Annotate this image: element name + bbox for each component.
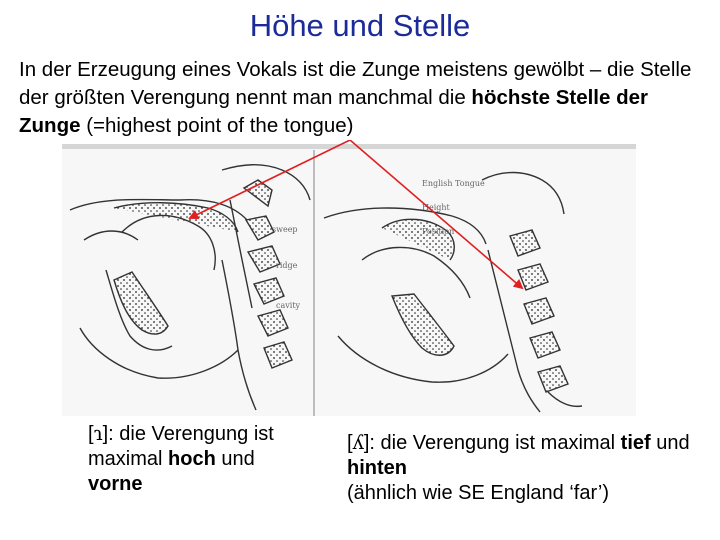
caption-low-back	[347, 430, 717, 506]
caption-left-symbol: ɿ	[93, 421, 103, 445]
caption-right-text-2: und	[650, 432, 690, 454]
caption-left-bold-2: vorne	[88, 473, 143, 495]
caption-left-text-1: ]: die Verengung ist maximal	[88, 423, 274, 470]
left-diagram-label-1: sweep	[272, 225, 298, 234]
right-diagram-label-1: English Tongue	[422, 179, 485, 188]
caption-left-bracket: [	[88, 423, 94, 445]
intro-paragraph	[19, 56, 714, 140]
right-diagram-label-3: Position	[422, 227, 455, 236]
caption-right-symbol: ʎ	[352, 430, 364, 454]
intro-text-1: In der Erzeugung eines Vokals ist die Zunge meistens gewölbt – die Stelle der größten Verengung nennt man manchmal die	[19, 58, 692, 109]
caption-left-bold-1: hoch	[168, 448, 216, 470]
caption-left-text-2: und	[215, 448, 255, 470]
caption-right-bold-1: tief	[620, 432, 651, 454]
intro-bold-term: höchste Stelle der Zunge	[19, 86, 649, 137]
caption-right-bracket: [	[347, 432, 353, 454]
slide-title: Höhe und Stelle	[249, 8, 471, 43]
caption-right-text-1: ]: die Verengung ist maximal	[363, 432, 621, 454]
caption-high-front	[88, 421, 288, 497]
intro-text-2: (=highest point of the tongue)	[80, 114, 354, 137]
left-diagram-label-3: cavity	[276, 301, 301, 310]
vocal-tract-figure	[62, 140, 636, 416]
caption-right-text-3: (ähnlich wie SE England ‘far’)	[347, 482, 609, 504]
right-diagram-label-2: Height	[422, 203, 450, 212]
left-diagram-label-2: ridge	[276, 261, 298, 270]
caption-right-bold-2: hinten	[347, 457, 407, 479]
